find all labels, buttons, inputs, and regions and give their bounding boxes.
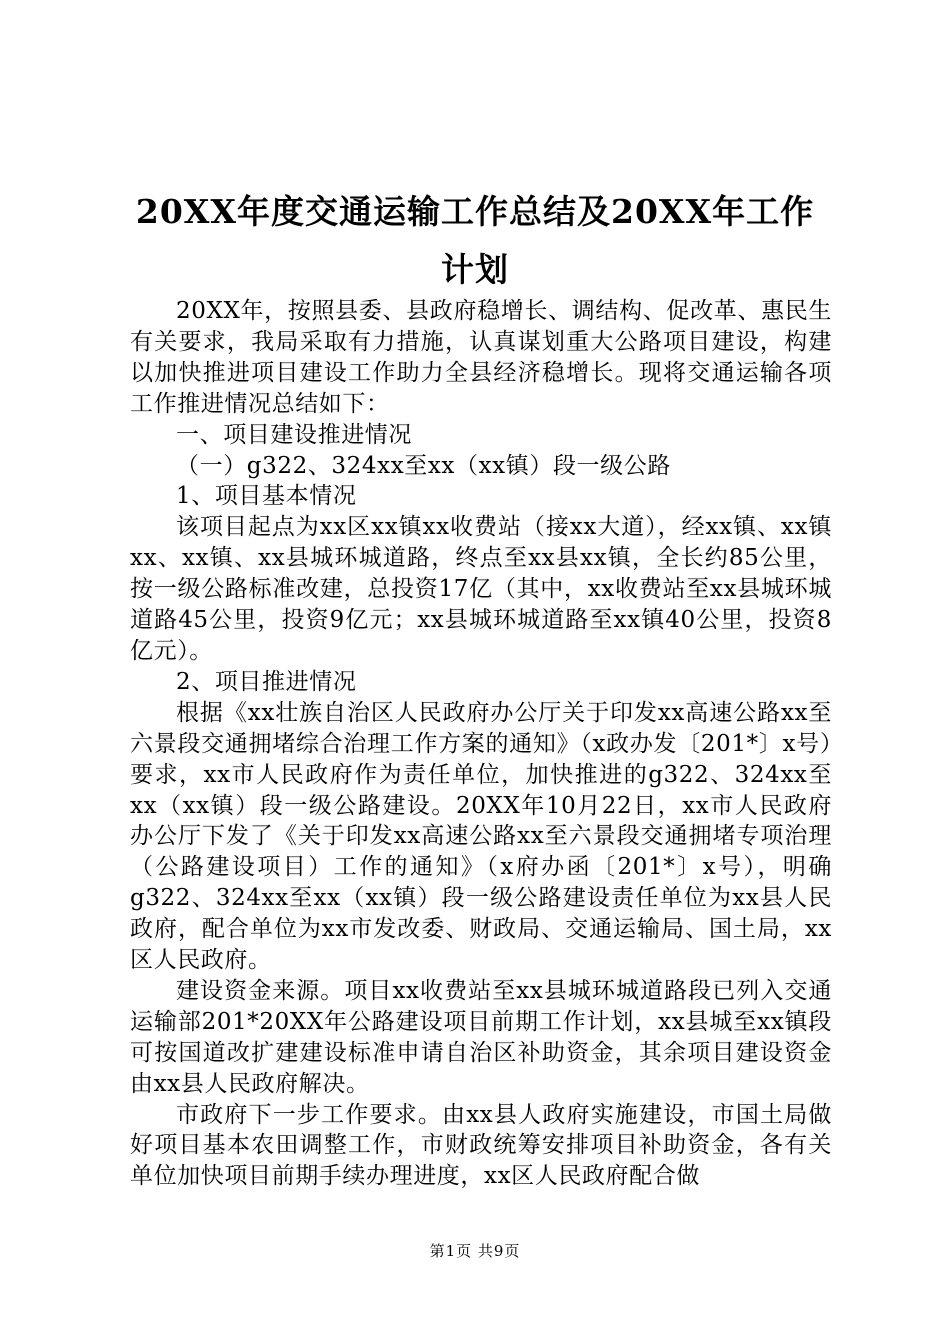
paragraph-intro: 20XX年，按照县委、县政府稳增长、调结构、促改革、惠民生有关要求，我局采取有力措施，认真谋划重大公路项目建设，构建以加快推进项目建设工作助力全县经济稳增长。现将交通运输各项工作推进情况总结如下：	[130, 298, 832, 417]
page-footer: 第1页 共9页	[429, 1242, 521, 1260]
heading-item-2: 2、项目推进情况	[176, 668, 357, 695]
paragraph-funding-source: 建设资金来源。项目xx收费站至xx县城环城道路段已列入交通运输部201*20XX年公路建设项目前期工作计划，xx县城至xx镇段可按国道改扩建建设标准申请自治区补助资金，其余项目建设资金由xx县人民政府解决。	[130, 977, 832, 1097]
document-body	[130, 296, 832, 1192]
paragraph-project-basics: 该项目起点为xx区xx镇xx收费站（接xx大道），经xx镇、xx镇xx、xx镇、xx县城环城道路，终点至xx县xx镇，全长约85公里，按一级公路标准改建，总投资17亿（其中，xx收费站至xx县城环城道路45公里，投资9亿元；xx县城环城道路至xx镇40公里，投资8亿元）。	[130, 514, 832, 664]
heading-item-1: 1、项目基本情况	[176, 483, 357, 510]
paragraph-project-progress: 根据《xx壮族自治区人民政府办公厅关于印发xx高速公路xx至六景段交通拥堵综合治理工作方案的通知》（x政办发〔201*〕x号）要求，xx市人民政府作为责任单位，加快推进的g322、324xx至xx（xx镇）段一级公路建设。20XX年10月22日，xx市人民政府办公厅下发了《关于印发xx高速公路xx至六景段交通拥堵专项治理（公路建设项目）工作的通知》（x府办函〔201*〕x号），明确g322、324xx至xx（xx镇）段一级公路建设责任单位为xx县人民政府，配合单位为xx市发改委、财政局、交通运输局、国土局，xx区人民政府。	[130, 699, 832, 974]
paragraph-next-steps: 市政府下一步工作要求。由xx县人政府实施建设，市国土局做好项目基本农田调整工作，市财政统筹安排项目补助资金，各有关单位加快项目前期手续办理进度，xx区人民政府配合做	[130, 1101, 832, 1190]
document-title: 20XX年度交通运输工作总结及20XX年工作计划	[135, 192, 815, 289]
heading-subsection-1: （一）g322、324xx至xx（xx镇）段一级公路	[176, 452, 671, 479]
heading-section-1: 一、项目建设推进情况	[176, 421, 412, 448]
